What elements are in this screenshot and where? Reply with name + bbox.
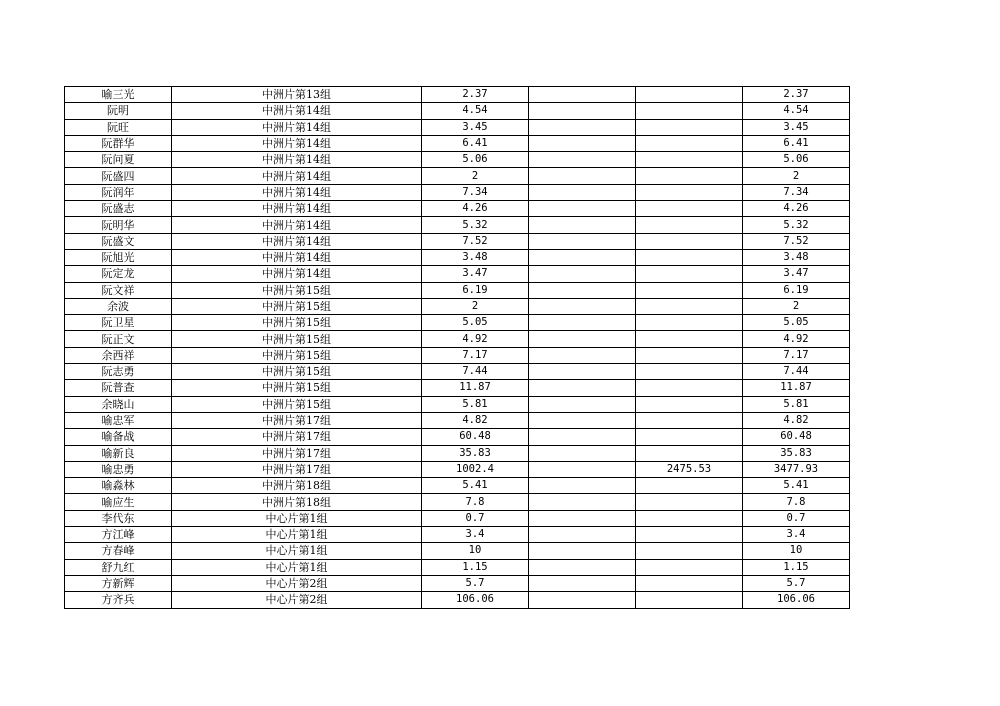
value-c-cell: [636, 396, 743, 412]
total-cell: 0.7: [743, 510, 850, 526]
value-b-cell: [529, 249, 636, 265]
value-a-cell: 7.52: [422, 233, 529, 249]
group-cell: 中洲片第14组: [172, 152, 422, 168]
table-row: [65, 478, 850, 494]
group-cell: 中心片第2组: [172, 575, 422, 591]
group-cell: 中心片第1组: [172, 527, 422, 543]
table-row: [65, 217, 850, 233]
value-c-cell: [636, 412, 743, 428]
name-cell: 阮卫星: [65, 315, 172, 331]
value-a-cell: 2.37: [422, 87, 529, 103]
total-cell: 5.41: [743, 478, 850, 494]
value-a-cell: 3.4: [422, 527, 529, 543]
value-b-cell: [529, 429, 636, 445]
value-c-cell: [636, 559, 743, 575]
table-row: [65, 184, 850, 200]
value-c-cell: [636, 510, 743, 526]
table-row: [65, 429, 850, 445]
value-b-cell: [529, 575, 636, 591]
table-row: [65, 135, 850, 151]
total-cell: 35.83: [743, 445, 850, 461]
value-b-cell: [529, 380, 636, 396]
total-cell: 2: [743, 298, 850, 314]
value-c-cell: [636, 429, 743, 445]
value-a-cell: 7.34: [422, 184, 529, 200]
name-cell: 阮问夏: [65, 152, 172, 168]
table-row: [65, 396, 850, 412]
group-cell: 中洲片第15组: [172, 298, 422, 314]
value-c-cell: [636, 298, 743, 314]
group-cell: 中洲片第17组: [172, 429, 422, 445]
name-cell: 喻三光: [65, 87, 172, 103]
value-b-cell: [529, 298, 636, 314]
value-b-cell: [529, 119, 636, 135]
value-b-cell: [529, 233, 636, 249]
value-b-cell: [529, 347, 636, 363]
group-cell: 中洲片第18组: [172, 494, 422, 510]
value-a-cell: 4.54: [422, 103, 529, 119]
value-b-cell: [529, 527, 636, 543]
total-cell: 7.34: [743, 184, 850, 200]
table-row: [65, 119, 850, 135]
value-c-cell: [636, 527, 743, 543]
group-cell: 中洲片第17组: [172, 445, 422, 461]
name-cell: 方新辉: [65, 575, 172, 591]
table-row: [65, 233, 850, 249]
value-c-cell: [636, 168, 743, 184]
value-c-cell: [636, 233, 743, 249]
value-c-cell: [636, 315, 743, 331]
table-row: [65, 103, 850, 119]
name-cell: 方春峰: [65, 543, 172, 559]
total-cell: 4.82: [743, 412, 850, 428]
name-cell: 阮定龙: [65, 266, 172, 282]
table-row: [65, 331, 850, 347]
value-c-cell: [636, 184, 743, 200]
total-cell: 6.19: [743, 282, 850, 298]
group-cell: 中洲片第15组: [172, 331, 422, 347]
value-c-cell: [636, 103, 743, 119]
value-c-cell: [636, 119, 743, 135]
value-a-cell: 3.45: [422, 119, 529, 135]
value-b-cell: [529, 412, 636, 428]
value-a-cell: 11.87: [422, 380, 529, 396]
table-row: [65, 461, 850, 477]
value-a-cell: 0.7: [422, 510, 529, 526]
value-c-cell: [636, 347, 743, 363]
name-cell: 阮文祥: [65, 282, 172, 298]
value-a-cell: 1.15: [422, 559, 529, 575]
name-cell: 余晓山: [65, 396, 172, 412]
total-cell: 5.81: [743, 396, 850, 412]
group-cell: 中洲片第15组: [172, 396, 422, 412]
group-cell: 中洲片第15组: [172, 282, 422, 298]
value-b-cell: [529, 559, 636, 575]
value-a-cell: 7.8: [422, 494, 529, 510]
value-c-cell: [636, 380, 743, 396]
value-c-cell: [636, 364, 743, 380]
name-cell: 阮普查: [65, 380, 172, 396]
name-cell: 阮盛四: [65, 168, 172, 184]
table-row: [65, 347, 850, 363]
total-cell: 3477.93: [743, 461, 850, 477]
data-table: [64, 86, 850, 609]
value-c-cell: [636, 135, 743, 151]
name-cell: 喻备战: [65, 429, 172, 445]
table-row: [65, 266, 850, 282]
value-a-cell: 7.44: [422, 364, 529, 380]
value-b-cell: [529, 396, 636, 412]
group-cell: 中洲片第14组: [172, 168, 422, 184]
value-c-cell: [636, 87, 743, 103]
value-a-cell: 2: [422, 168, 529, 184]
value-b-cell: [529, 217, 636, 233]
value-b-cell: [529, 461, 636, 477]
table-row: [65, 380, 850, 396]
total-cell: 4.26: [743, 201, 850, 217]
value-c-cell: [636, 445, 743, 461]
name-cell: 阮旺: [65, 119, 172, 135]
value-a-cell: 4.82: [422, 412, 529, 428]
value-b-cell: [529, 266, 636, 282]
total-cell: 11.87: [743, 380, 850, 396]
group-cell: 中心片第1组: [172, 543, 422, 559]
value-c-cell: 2475.53: [636, 461, 743, 477]
table-row: [65, 152, 850, 168]
value-a-cell: 5.05: [422, 315, 529, 331]
total-cell: 3.48: [743, 249, 850, 265]
total-cell: 4.54: [743, 103, 850, 119]
table-row: [65, 445, 850, 461]
table-row: [65, 282, 850, 298]
total-cell: 10: [743, 543, 850, 559]
table-row: [65, 412, 850, 428]
name-cell: 余波: [65, 298, 172, 314]
total-cell: 7.52: [743, 233, 850, 249]
name-cell: 喻新良: [65, 445, 172, 461]
value-c-cell: [636, 592, 743, 608]
value-a-cell: 60.48: [422, 429, 529, 445]
value-b-cell: [529, 103, 636, 119]
value-a-cell: 6.41: [422, 135, 529, 151]
value-a-cell: 10: [422, 543, 529, 559]
value-b-cell: [529, 315, 636, 331]
value-b-cell: [529, 152, 636, 168]
group-cell: 中洲片第14组: [172, 266, 422, 282]
total-cell: 1.15: [743, 559, 850, 575]
value-b-cell: [529, 282, 636, 298]
total-cell: 5.06: [743, 152, 850, 168]
value-c-cell: [636, 152, 743, 168]
name-cell: 阮明: [65, 103, 172, 119]
value-a-cell: 2: [422, 298, 529, 314]
table-row: [65, 315, 850, 331]
value-c-cell: [636, 331, 743, 347]
value-a-cell: 5.32: [422, 217, 529, 233]
value-a-cell: 7.17: [422, 347, 529, 363]
value-c-cell: [636, 478, 743, 494]
group-cell: 中洲片第17组: [172, 412, 422, 428]
value-c-cell: [636, 201, 743, 217]
group-cell: 中洲片第15组: [172, 380, 422, 396]
group-cell: 中洲片第14组: [172, 201, 422, 217]
name-cell: 阮正文: [65, 331, 172, 347]
name-cell: 阮群华: [65, 135, 172, 151]
group-cell: 中洲片第14组: [172, 217, 422, 233]
group-cell: 中洲片第13组: [172, 87, 422, 103]
value-b-cell: [529, 478, 636, 494]
value-a-cell: 1002.4: [422, 461, 529, 477]
value-a-cell: 4.92: [422, 331, 529, 347]
value-a-cell: 5.06: [422, 152, 529, 168]
group-cell: 中心片第1组: [172, 559, 422, 575]
value-a-cell: 5.81: [422, 396, 529, 412]
total-cell: 3.45: [743, 119, 850, 135]
name-cell: 喻淼林: [65, 478, 172, 494]
table-row: [65, 510, 850, 526]
value-b-cell: [529, 135, 636, 151]
value-b-cell: [529, 201, 636, 217]
group-cell: 中洲片第15组: [172, 315, 422, 331]
table-row: [65, 298, 850, 314]
name-cell: 阮润年: [65, 184, 172, 200]
name-cell: 阮志勇: [65, 364, 172, 380]
total-cell: 3.47: [743, 266, 850, 282]
name-cell: 舒九红: [65, 559, 172, 575]
group-cell: 中洲片第14组: [172, 103, 422, 119]
total-cell: 4.92: [743, 331, 850, 347]
value-a-cell: 5.7: [422, 575, 529, 591]
total-cell: 2: [743, 168, 850, 184]
value-a-cell: 35.83: [422, 445, 529, 461]
name-cell: 余西祥: [65, 347, 172, 363]
value-b-cell: [529, 543, 636, 559]
table-row: [65, 592, 850, 608]
value-a-cell: 5.41: [422, 478, 529, 494]
value-c-cell: [636, 217, 743, 233]
value-c-cell: [636, 494, 743, 510]
value-b-cell: [529, 494, 636, 510]
value-b-cell: [529, 445, 636, 461]
value-a-cell: 3.48: [422, 249, 529, 265]
table-row: [65, 87, 850, 103]
total-cell: 2.37: [743, 87, 850, 103]
table-row: [65, 249, 850, 265]
value-b-cell: [529, 87, 636, 103]
group-cell: 中洲片第14组: [172, 184, 422, 200]
group-cell: 中洲片第15组: [172, 347, 422, 363]
table-row: [65, 201, 850, 217]
table-body: [65, 87, 850, 609]
name-cell: 喻忠勇: [65, 461, 172, 477]
group-cell: 中心片第1组: [172, 510, 422, 526]
total-cell: 6.41: [743, 135, 850, 151]
table-row: [65, 168, 850, 184]
table-row: [65, 364, 850, 380]
table-row: [65, 575, 850, 591]
value-c-cell: [636, 282, 743, 298]
value-a-cell: 4.26: [422, 201, 529, 217]
group-cell: 中洲片第14组: [172, 249, 422, 265]
total-cell: 60.48: [743, 429, 850, 445]
group-cell: 中洲片第14组: [172, 119, 422, 135]
value-c-cell: [636, 249, 743, 265]
total-cell: 5.32: [743, 217, 850, 233]
total-cell: 7.17: [743, 347, 850, 363]
value-b-cell: [529, 364, 636, 380]
value-c-cell: [636, 266, 743, 282]
value-b-cell: [529, 168, 636, 184]
name-cell: 李代东: [65, 510, 172, 526]
value-b-cell: [529, 331, 636, 347]
name-cell: 方齐兵: [65, 592, 172, 608]
group-cell: 中洲片第18组: [172, 478, 422, 494]
table-row: [65, 559, 850, 575]
table-row: [65, 494, 850, 510]
name-cell: 喻应生: [65, 494, 172, 510]
value-a-cell: 6.19: [422, 282, 529, 298]
name-cell: 阮盛文: [65, 233, 172, 249]
value-b-cell: [529, 592, 636, 608]
value-a-cell: 106.06: [422, 592, 529, 608]
table-row: [65, 527, 850, 543]
name-cell: 阮旭光: [65, 249, 172, 265]
total-cell: 106.06: [743, 592, 850, 608]
value-c-cell: [636, 543, 743, 559]
value-a-cell: 3.47: [422, 266, 529, 282]
value-c-cell: [636, 575, 743, 591]
group-cell: 中心片第2组: [172, 592, 422, 608]
group-cell: 中洲片第15组: [172, 364, 422, 380]
name-cell: 阮明华: [65, 217, 172, 233]
name-cell: 阮盛志: [65, 201, 172, 217]
table-row: [65, 543, 850, 559]
name-cell: 方江峰: [65, 527, 172, 543]
value-b-cell: [529, 510, 636, 526]
group-cell: 中洲片第14组: [172, 135, 422, 151]
group-cell: 中洲片第14组: [172, 233, 422, 249]
total-cell: 3.4: [743, 527, 850, 543]
total-cell: 5.05: [743, 315, 850, 331]
total-cell: 7.44: [743, 364, 850, 380]
value-b-cell: [529, 184, 636, 200]
total-cell: 5.7: [743, 575, 850, 591]
name-cell: 喻忠军: [65, 412, 172, 428]
group-cell: 中洲片第17组: [172, 461, 422, 477]
total-cell: 7.8: [743, 494, 850, 510]
